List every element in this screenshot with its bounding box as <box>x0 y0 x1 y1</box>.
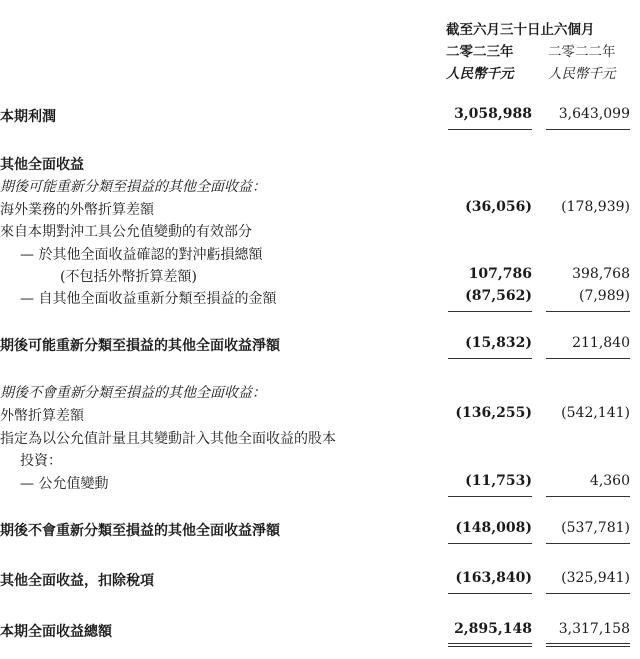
row-fair-value-change <box>0 473 640 495</box>
value-current: (136,255) <box>455 405 532 421</box>
subsection-heading: 期後不會重新分類至損益的其他全面收益： <box>0 385 266 401</box>
row-label: 投資： <box>20 453 62 469</box>
year-current-header: 二零二三年 <box>446 44 514 60</box>
value-prior: 4,360 <box>589 473 630 489</box>
rule-hedge-prior <box>546 311 630 312</box>
row-hedge-intro <box>0 221 640 243</box>
rule-fair-value-current <box>448 496 532 497</box>
rule-profit-prior <box>546 129 630 130</box>
row-label: — 公允值變動 <box>20 476 109 492</box>
unit-prior-header: 人民幣千元 <box>548 66 616 82</box>
rule-oci-net-current <box>448 593 532 594</box>
row-fx-overseas <box>0 199 640 221</box>
row-label: 指定為以公允值計量且其變動計入其他全面收益的股本 <box>0 431 336 447</box>
row-hedge-reclassified <box>0 288 640 310</box>
rule-reclass-net-prior <box>546 358 630 359</box>
value-prior: 3,643,099 <box>558 106 630 122</box>
row-equity-intro <box>0 428 640 450</box>
value-current: 107,786 <box>468 266 532 282</box>
row-no-reclass-heading <box>0 382 640 404</box>
row-fx-translation <box>0 405 640 427</box>
value-prior: 3,317,158 <box>558 621 630 637</box>
row-label: 海外業務的外幣折算差額 <box>0 202 154 218</box>
row-hedge-recognised-cont <box>0 266 640 288</box>
row-label: 期後可能重新分類至損益的其他全面收益淨額 <box>0 338 280 354</box>
row-label: 本期利潤 <box>0 109 56 125</box>
double-rule-total-current <box>448 643 532 647</box>
row-oci-net-of-tax <box>0 570 640 592</box>
subsection-heading: 期後可能重新分類至損益的其他全面收益： <box>0 179 266 195</box>
unit-current-header: 人民幣千元 <box>446 66 514 82</box>
row-label: 外幣折算差額 <box>0 408 84 424</box>
row-oci-heading <box>0 154 640 176</box>
rule-no-reclass-net-prior <box>546 543 630 544</box>
row-label: 來自本期對沖工具公允值變動的有效部分 <box>0 224 252 240</box>
value-prior: (537,781) <box>561 520 630 536</box>
row-label: 其他全面收益，扣除稅項 <box>0 573 154 589</box>
row-label: 本期全面收益總額 <box>0 624 112 640</box>
rule-hedge-current <box>448 311 532 312</box>
value-prior: 398,768 <box>572 266 630 282</box>
section-heading: 其他全面收益 <box>0 157 84 173</box>
rule-oci-net-prior <box>546 593 630 594</box>
rule-no-reclass-net-current <box>448 543 532 544</box>
double-rule-total-prior <box>546 643 630 647</box>
rule-profit-current <box>448 129 532 130</box>
row-profit <box>0 106 640 128</box>
rule-reclass-net-current <box>448 358 532 359</box>
period-header: 截至六月三十日止六個月 <box>446 22 595 38</box>
row-reclass-net <box>0 335 640 357</box>
row-reclass-heading <box>0 176 640 198</box>
rule-fair-value-prior <box>546 496 630 497</box>
row-equity-intro-cont <box>0 450 640 472</box>
value-prior: (178,939) <box>561 199 630 215</box>
value-current: (148,008) <box>455 520 532 536</box>
row-total-comprehensive <box>0 621 640 643</box>
row-label: — 於其他全面收益確認的對沖虧損總額 <box>20 247 263 263</box>
year-prior-header: 二零二二年 <box>548 44 616 60</box>
value-current: (87,562) <box>465 288 532 304</box>
row-label: — 自其他全面收益重新分類至損益的金額 <box>20 291 277 307</box>
row-label: 期後不會重新分類至損益的其他全面收益淨額 <box>0 523 280 539</box>
value-prior: (325,941) <box>561 570 630 586</box>
row-no-reclass-net <box>0 520 640 542</box>
value-prior: 211,840 <box>572 335 630 351</box>
value-prior: (7,989) <box>578 288 630 304</box>
value-current: 2,895,148 <box>454 621 532 637</box>
value-prior: (542,141) <box>561 405 630 421</box>
value-current: (36,056) <box>465 199 532 215</box>
row-hedge-recognised <box>0 244 640 266</box>
value-current: (15,832) <box>465 335 532 351</box>
row-label: (不包括外幣折算差額) <box>60 269 197 285</box>
value-current: (11,753) <box>465 473 532 489</box>
value-current: 3,058,988 <box>454 106 532 122</box>
value-current: (163,840) <box>455 570 532 586</box>
